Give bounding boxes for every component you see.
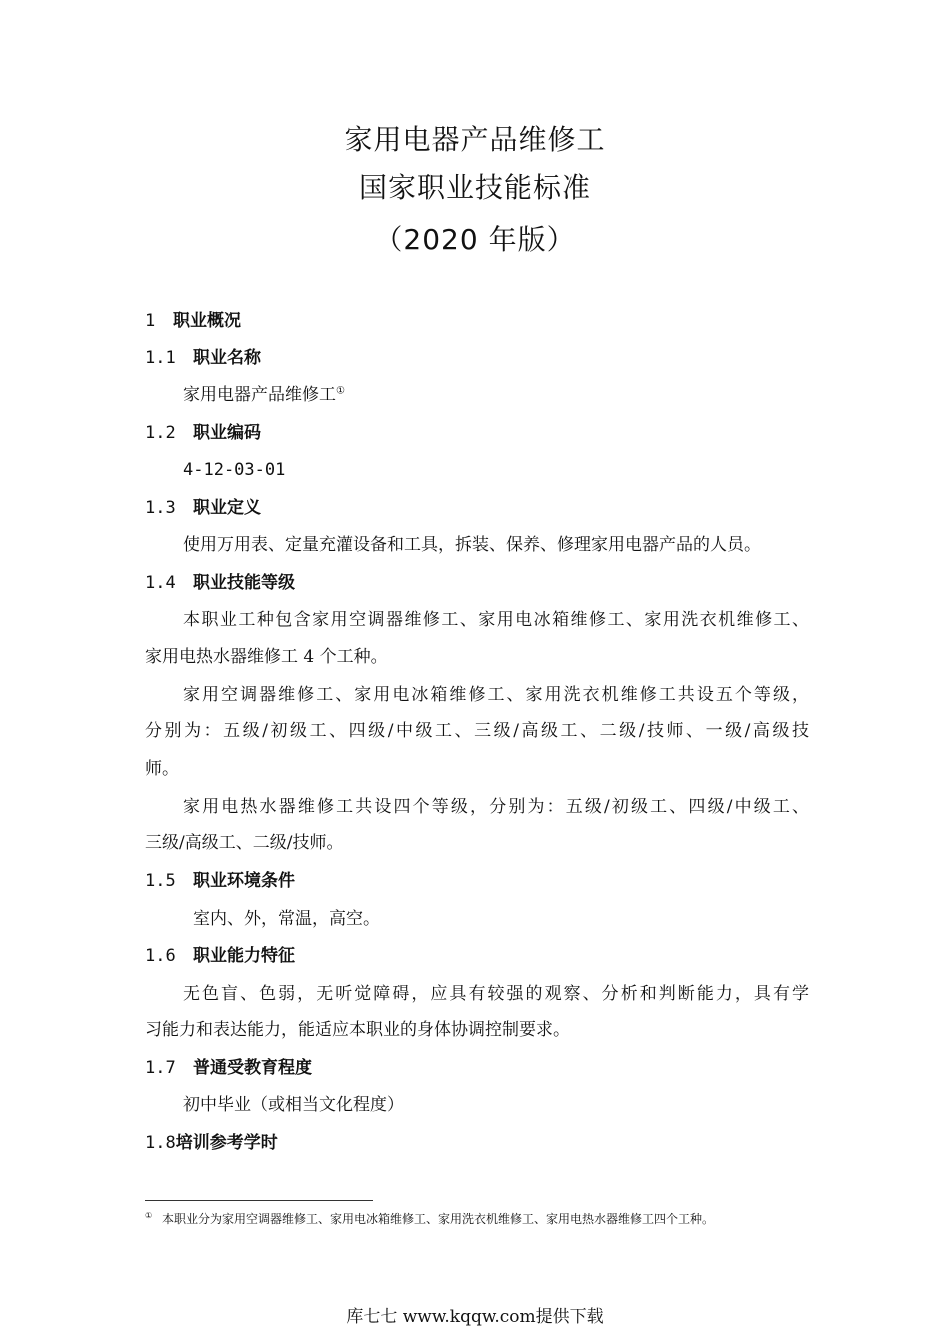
section-title: 培训参考学时: [175, 1133, 278, 1153]
paragraph-line: 家用电热水器维修工 4 个工种。: [145, 647, 388, 667]
section-title: 普通受教育程度: [193, 1058, 312, 1078]
footnote-divider: [145, 1200, 373, 1201]
section-number: 1.8: [145, 1133, 176, 1153]
section-1-2-heading: [145, 421, 261, 445]
footnote-mark: ①: [145, 1211, 153, 1220]
paragraph-line: 三级/高级工、二级/技师。: [145, 833, 344, 853]
footnote-text: 本职业分为家用空调器维修工、家用电冰箱维修工、家用洗衣机维修工、家用电热水器维修工四个工种。: [162, 1212, 715, 1226]
section-number: 1.2: [145, 423, 176, 443]
section-title: 职业能力特征: [193, 946, 295, 966]
section-1-5-heading: [145, 869, 295, 893]
work-environment: 室内、外，常温，高空。: [193, 909, 380, 929]
education-level: 初中毕业（或相当文化程度）: [183, 1095, 404, 1115]
paragraph-line: 家用电热水器维修工共设四个等级，分别为：五级/初级工、四级/中级工、: [183, 797, 809, 817]
section-1-8-heading: [145, 1131, 278, 1155]
section-title: 职业名称: [193, 348, 261, 368]
section-number: 1.7: [145, 1058, 176, 1078]
section-number: 1.5: [145, 871, 176, 891]
occupation-code: 4-12-03-01: [183, 460, 286, 480]
section-1-1-heading: [145, 346, 261, 370]
section-title: 职业编码: [193, 423, 261, 443]
section-1-6-heading: [145, 944, 295, 968]
section-title: 职业定义: [193, 498, 261, 518]
paragraph-line: 师。: [145, 759, 179, 779]
section-number: 1.6: [145, 946, 176, 966]
occupation-name-text: 家用电器产品维修工: [183, 385, 336, 405]
section-title: 职业技能等级: [193, 573, 295, 593]
occupation-definition: 使用万用表、定量充灌设备和工具，拆装、保养、修理家用电器产品的人员。: [183, 535, 761, 555]
paragraph-line: 本职业工种包含家用空调器维修工、家用电冰箱维修工、家用洗衣机维修工、: [183, 610, 809, 630]
section-title: 职业概况: [173, 311, 241, 331]
section-number: 1: [145, 311, 156, 331]
section-title: 职业环境条件: [193, 871, 295, 891]
doc-title-line3: （2020 年版）: [374, 223, 576, 256]
footnote-ref[interactable]: ①: [336, 385, 345, 397]
page-footer: 库七七 www.kqqw.com提供下载: [346, 1307, 604, 1327]
section-number: 1.1: [145, 348, 176, 368]
paragraph-line: 习能力和表达能力，能适应本职业的身体协调控制要求。: [145, 1020, 570, 1040]
paragraph-line: 分别为：五级/初级工、四级/中级工、三级/高级工、二级/技师、一级/高级技: [145, 721, 809, 741]
section-1-4-heading: [145, 571, 295, 595]
section-1-7-heading: [145, 1056, 312, 1080]
section-number: 1.4: [145, 573, 176, 593]
doc-title-line2: 国家职业技能标准: [358, 171, 591, 204]
section-1-3-heading: [145, 496, 261, 520]
paragraph-line: 家用空调器维修工、家用电冰箱维修工、家用洗衣机维修工共设五个等级，: [183, 685, 809, 705]
occupation-name: [183, 383, 809, 407]
paragraph-line: 无色盲、色弱，无听觉障碍，应具有较强的观察、分析和判断能力，具有学: [183, 984, 809, 1004]
doc-title-line1: 家用电器产品维修工: [344, 123, 606, 156]
footnote: [145, 1211, 714, 1227]
section-1-heading: [145, 309, 241, 333]
section-number: 1.3: [145, 498, 176, 518]
